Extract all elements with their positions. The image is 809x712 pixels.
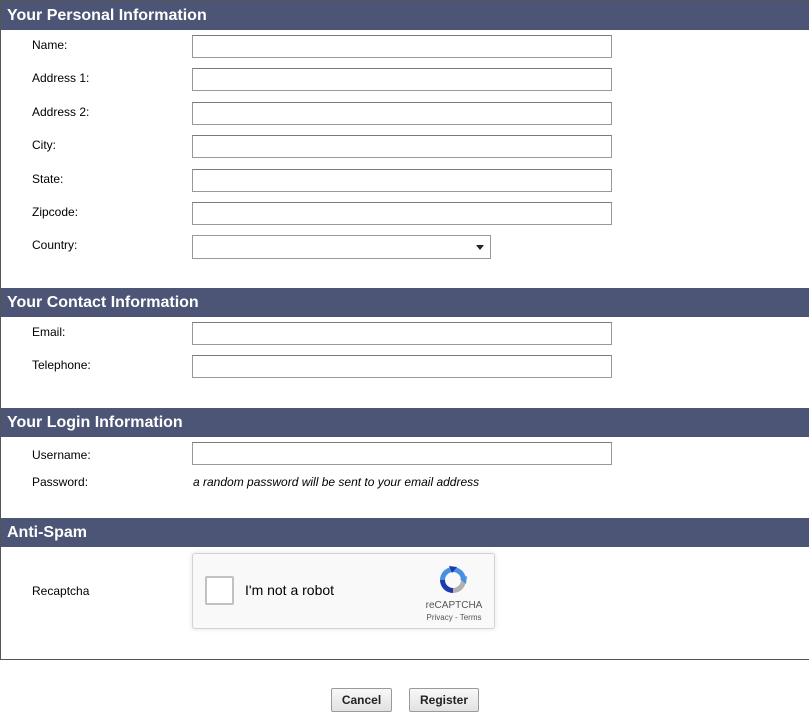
name-label: Name: — [32, 38, 68, 52]
telephone-input[interactable] — [192, 355, 612, 378]
password-label: Password: — [32, 475, 89, 489]
section-header-personal: Your Personal Information — [1, 1, 809, 30]
country-select[interactable] — [192, 235, 491, 259]
section-header-login: Your Login Information — [1, 408, 809, 437]
register-button[interactable]: Register — [409, 688, 479, 712]
zipcode-label: Zipcode: — [32, 205, 79, 219]
email-input[interactable] — [192, 322, 612, 345]
state-label: State: — [32, 172, 64, 186]
chevron-down-icon — [476, 245, 484, 250]
section-header-contact: Your Contact Information — [1, 288, 809, 317]
address1-input[interactable] — [192, 68, 612, 91]
section-header-antispam: Anti-Spam — [1, 518, 809, 547]
address2-label: Address 2: — [32, 105, 90, 119]
recaptcha-checkbox[interactable] — [205, 576, 234, 605]
username-input[interactable] — [192, 442, 612, 465]
recaptcha-link-separator: - — [454, 613, 458, 622]
recaptcha-terms-link[interactable]: Terms — [459, 613, 482, 622]
city-input[interactable] — [192, 135, 612, 158]
recaptcha-brand: reCAPTCHA — [425, 600, 483, 611]
cancel-button[interactable]: Cancel — [331, 688, 392, 712]
password-note: a random password will be sent to your email address — [193, 475, 480, 489]
telephone-label: Telephone: — [32, 358, 91, 372]
address2-input[interactable] — [192, 102, 612, 125]
name-input[interactable] — [192, 35, 612, 58]
recaptcha-widget — [192, 553, 495, 629]
recaptcha-logo-icon — [437, 564, 469, 596]
username-label: Username: — [32, 448, 91, 462]
state-input[interactable] — [192, 169, 612, 192]
recaptcha-links — [415, 613, 493, 622]
address1-label: Address 1: — [32, 71, 90, 85]
recaptcha-checkbox-label: I'm not a robot — [245, 582, 335, 598]
country-label: Country: — [32, 238, 78, 252]
email-label: Email: — [32, 325, 66, 339]
recaptcha-label: Recaptcha — [32, 584, 90, 598]
recaptcha-privacy-link[interactable]: Privacy — [426, 613, 453, 622]
zipcode-input[interactable] — [192, 202, 612, 225]
city-label: City: — [32, 138, 56, 152]
